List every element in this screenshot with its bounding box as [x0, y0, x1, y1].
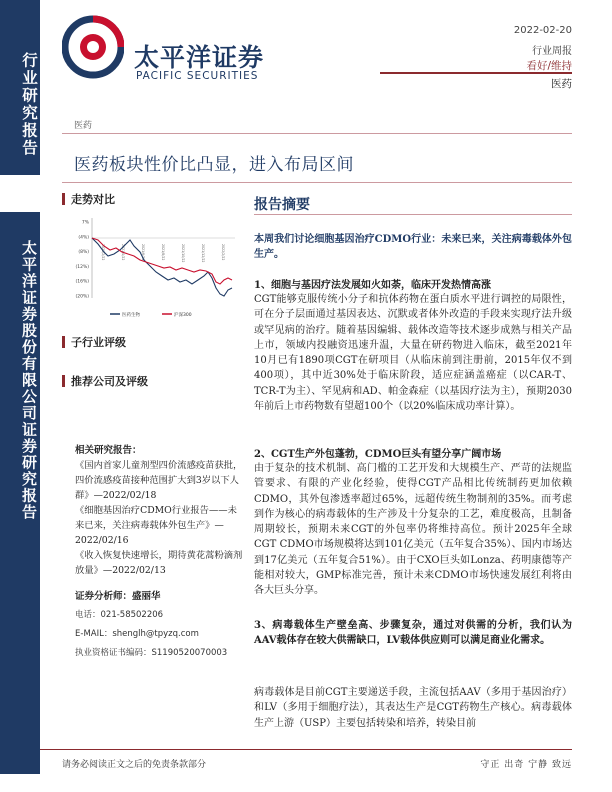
heading-marker-icon [62, 193, 65, 205]
section-3-heading: 3、病毒载体生产壁垒高、步骤复杂，通过对供需的分析，我们认为AAV载体存在较大供需缺口，LV载体供应则可以满足商业化需求。 [254, 620, 572, 647]
summary-lead: 本周我们讨论细胞基因治疗CDMO行业：未来已来，关注病毒载体外包生产。 [254, 234, 572, 261]
chart-y-tick-label: (8%) [78, 250, 89, 256]
summary-heading: 报告摘要 [254, 197, 310, 213]
footer-motto: 守正 出奇 宁静 致远 [480, 760, 572, 770]
page-title: 医药板块性价比凸显，进入布局区间 [74, 155, 354, 175]
industry-rating: 看好/维持 [526, 60, 572, 72]
svg-text:2021/6/22: 2021/6/22 [141, 244, 145, 261]
brand-name-cn: 太平洋证券 [134, 43, 265, 72]
side-band [0, 0, 40, 792]
heading-marker-icon [62, 375, 65, 387]
chart-y-tick-label: (12%) [75, 264, 89, 270]
legend-series-pharma: 医药生物 [122, 313, 140, 318]
related-reports-heading: 相关研究报告： [75, 445, 142, 456]
chart-y-tick-label: (20%) [75, 294, 89, 300]
svg-text:2021/10/22: 2021/10/22 [181, 244, 185, 263]
title-divider-top [62, 133, 572, 134]
footer-disclaimer: 请务必阅读正文之后的免责条款部分 [62, 760, 207, 770]
analyst-phone: 电话：021-58502206 [75, 610, 164, 620]
svg-text:2021/12/22: 2021/12/22 [201, 244, 205, 263]
related-report-item[interactable]: 《国内首家儿童剂型四价流感疫苗获批，四价流感疫苗接种范围扩大到3岁以下人群》—2022/02/18 [75, 460, 243, 501]
section-2-body: 由于复杂的技术机制、高门槛的工艺开发和大规模生产、严苛的法规监管要求、有限的产业化经验，使得CGT产品相比传统制药更加依赖CDMO，其外包渗透率超过65%，远超传统生物制剂的35%。而考虑到作为核心的病毒载体的生产涉及十分复杂的工艺，难度极高，且制备周期较长，预期未来CGT的外包率仍将维持高位。预计2025年全球CGT CDMO市场规模将达到101亿美元（五年复合35%）、国内市场达到17亿美元（五年复合51%）。由于CXO巨头如Lonza、药明康德等产能相对较大，GMP标准完善，预计未来CDMO市场快速发展红利将由各大巨头分享。 [254, 463, 572, 597]
header-divider [380, 72, 572, 74]
related-report-item[interactable]: 《收入恢复快速增长，期待黄花蒿粉滴剂放量》—2022/02/13 [75, 550, 243, 576]
legend-series-hs300: 沪深300 [174, 313, 192, 318]
section-3-body: 病毒载体是目前CGT主要递送手段，主流包括AAV（多用于基因治疗）和LV（多用于细胞疗法），其表达生产是CGT药物生产核心。病毒载体生产上游（USP）主要包括转染和培养，转染目前 [254, 687, 572, 729]
industry-rating-heading-text: 子行业评级 [71, 336, 126, 349]
analyst-email[interactable]: E-MAIL：shenglh@tpyzq.com [75, 629, 199, 639]
sector-label: 医药 [551, 78, 572, 90]
summary-divider [254, 214, 572, 215]
related-report-item[interactable]: 《细胞基因治疗CDMO行业报告——未来已来，关注病毒载体外包生产》—2022/02/16 [75, 505, 237, 546]
chart-y-tick-label: (4%) [78, 235, 89, 241]
analyst-license: 执业资格证书编码：S1190520070003 [75, 648, 228, 658]
svg-text:2022/2/22: 2022/2/22 [221, 244, 225, 261]
title-divider-bottom [62, 182, 572, 183]
pacific-securities-logo-icon [62, 12, 124, 82]
chart-y-tick-label: (16%) [75, 279, 89, 285]
related-reports-list [75, 458, 245, 578]
side-label-company: 太平洋证券股份有限公司证券研究报告 [20, 240, 38, 521]
section-1-heading: 1、细胞与基因疗法发展如火如荼，临床开发热情高涨 [254, 280, 491, 291]
chart-y-tick-label: 7% [81, 220, 89, 226]
report-type: 行业周报 [532, 46, 572, 57]
footer-divider [40, 749, 572, 750]
svg-text:2021/2/22: 2021/2/22 [101, 244, 105, 261]
trend-heading [62, 191, 115, 207]
chart-background [70, 210, 240, 325]
trend-heading-text: 走势对比 [71, 193, 115, 206]
analyst-heading: 证券分析师：盛丽华 [75, 591, 161, 602]
report-date: 2022-02-20 [513, 25, 572, 36]
trend-chart [70, 210, 240, 325]
company-rating-heading-text: 推荐公司及评级 [71, 375, 148, 388]
svg-text:2021/8/22: 2021/8/22 [161, 244, 165, 261]
company-rating-heading [62, 373, 148, 389]
breadcrumb: 医药 [74, 121, 93, 131]
side-label-report-category: 行业研究报告 [20, 52, 38, 157]
section-2-heading: 2、CGT生产外包蓬勃，CDMO巨头有望分享广阔市场 [254, 449, 502, 460]
heading-marker-icon [62, 336, 65, 348]
brand-name-en: PACIFIC SECURITIES [136, 70, 259, 82]
industry-rating-heading [62, 334, 126, 350]
svg-text:2021/4/22: 2021/4/22 [121, 244, 125, 261]
section-1-body: CGT能够克服传统小分子和抗体药物在蛋白质水平进行调控的局限性，可在分子层面通过基因表达、沉默或者体外改造的手段来实现疗法升级或罕见病的治疗。随着基因编辑、载体改造等技术逐步成熟与相关产品上市，领域内投融资迅速升温，大量在研药物进入临床，截至2021年10月已有1890项CGT在研项目（从临床前到注册前，2015年仅不到400项），其中近30%处于临床阶段，适应症涵盖癌症（以CAR-T、TCR-T为主）、罕见病和AD、帕金森症（以基因疗法为主），预期2030年前后上市药物数有望超100个（以20%临床成功率计算）。 [254, 294, 572, 413]
